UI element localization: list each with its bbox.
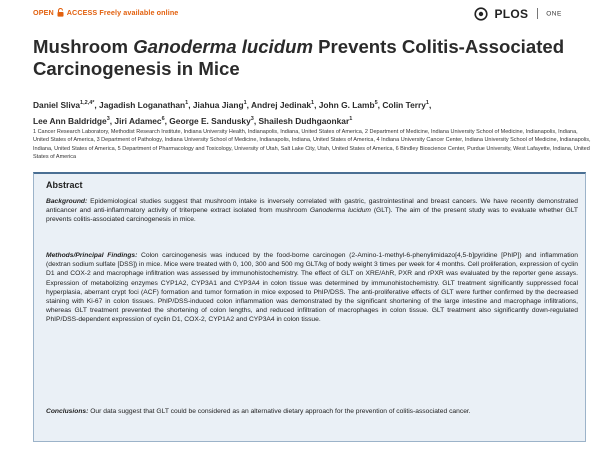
article-title <box>33 36 588 80</box>
background-species: Ganoderma lucidum <box>309 207 371 215</box>
journal-one-label: ONE <box>546 10 562 18</box>
author: Jagadish Loganathan$^1$ <box>99 99 189 110</box>
author: Jiri Adamec$^6$ <box>114 115 165 126</box>
author: John G. Lamb$^5$ <box>318 99 378 110</box>
author: Lee Ann Baldridge$^3$ <box>33 115 110 126</box>
open-label: OPEN <box>33 8 54 17</box>
background-label: Background: <box>46 198 88 205</box>
logo-divider <box>537 8 538 19</box>
author-list: Daniel Sliva$^{1,2,4*}$, Jagadish Loganathan$^1$, Jiahua Jiang$^1$, Andrej Jedinak$^1$, John G. Lamb$^5$, Colin Terry$^1$, Lee Ann Baldridge$^3$, Jiri Adamec$^6$, George E. Sandusky$^3$, Shailesh Dudhgaonkar$^1$ <box>33 99 432 126</box>
background-text-end: (GLT). The aim of the present study was to evaluate whether GLT prevents colitis-associated carcinogenesis in mice. <box>46 207 579 224</box>
title-part1: Mushroom <box>33 36 134 57</box>
author: Colin Terry$^1$ <box>382 99 429 110</box>
author: Shailesh Dudhgaonkar$^1$ <box>258 115 353 126</box>
journal-header <box>0 0 600 26</box>
open-access-lock-icon <box>57 8 64 19</box>
affiliations: 1 Cancer Research Laboratory, Methodist Research Institute, Indiana University Health, Indianapolis, Indiana, United States of America, 2 Department of Medicine, Indiana University School of Medicine, Indianapolis, Indiana, United States of America, 3 Department of Pathology, Indiana University School of Medicine, Indianapolis, Indiana, United States of America, 4 Indiana University Cancer Center, Indiana University School of Medicine, Indianapolis, Indiana, United States of America, 5 Department of Pharmacology and Toxicology, University of Utah, Salt Lake City, Utah, United States of America, 6 Bindley Bioscience Center, Purdue University, West Lafayette, Indiana, United States of America <box>33 129 591 160</box>
conclusions-label: Conclusions: <box>46 408 89 415</box>
plos-mark-icon <box>474 7 488 21</box>
access-label: ACCESS <box>66 8 98 17</box>
open-access-banner <box>33 8 178 19</box>
abstract-heading: Abstract <box>46 180 83 190</box>
methods-label: Methods/Principal Findings: <box>46 252 138 259</box>
conclusions-text: Our data suggest that GLT could be considered as an alternative dietary approach for the prevention of colitis-associated cancer. <box>88 408 471 415</box>
title-part2: Prevents Colitis-Associated Carcinogenesis in Mice <box>33 36 565 79</box>
abstract-methods <box>46 251 578 325</box>
plos-wordmark: PLOS <box>494 6 529 21</box>
author: Jiahua Jiang$^1$ <box>192 99 247 110</box>
methods-text: Colon carcinogenesis was induced by the food-borne carcinogen (2-Amino-1-methyl-6-phenylimidazo[4,5-b]pyridine [PhIP]) and inflammation (dextran sodium sulfate [DSS]) in mice. Mice were treated with 0, 100, 300 and 500 mg GLT/kg of body weight 3 times per week for 4 months. Cell proliferation, expression of cyclin D1 and COX-2 and macrophage infiltration was assessed by immunohistochemistry. The effect of GLT on XRE/AhR, PXR and rPXR was evaluated by the reporter gene assays. Expression of metabolizing enzymes CYP1A2, CYP3A1 and CYP3A4 in colon tissue was determined by immunohistochemistry. GLT treatment significantly suppressed focal hyperplasia, aberrant crypt foci (ACF) formation and tumor formation in mice exposed to PhIP/DSS. The anti-proliferative effects of GLT were further confirmed by the decreased staining with Ki-67 in colon tissues. PhIP/DSS-induced colon inflammation was demonstrated by the significant shortening of the large intestine and macrophage infiltrations, whereas GLT treatment prevented the shortening of colon lengths, and reduced infiltration of macrophages in colon tissue. GLT treatment also significantly down-regulated PhIP/DSS-dependent expression of cyclin D1, COX-2, CYP1A2 and CYP3A4 in colon tissue. <box>46 252 578 324</box>
freely-available-label: Freely available online <box>99 8 179 17</box>
abstract-background <box>46 197 578 225</box>
author: Daniel Sliva$^{1,2,4*}$ <box>33 99 95 110</box>
author: George E. Sandusky$^3$ <box>169 115 254 126</box>
background-text: Epidemiological studies suggest that mushroom intake is inversely correlated with gastric, gastrointestinal and breast cancers. We have recently demonstrated anticancer and anti-inflammatory activity of triterpene extract isolated from mushroom <box>46 198 578 215</box>
plos-one-logo <box>474 5 562 21</box>
abstract-conclusions <box>46 407 578 416</box>
title-species: Ganoderma lucidum <box>133 36 313 57</box>
author: Andrej Jedinak$^1$ <box>251 99 315 110</box>
